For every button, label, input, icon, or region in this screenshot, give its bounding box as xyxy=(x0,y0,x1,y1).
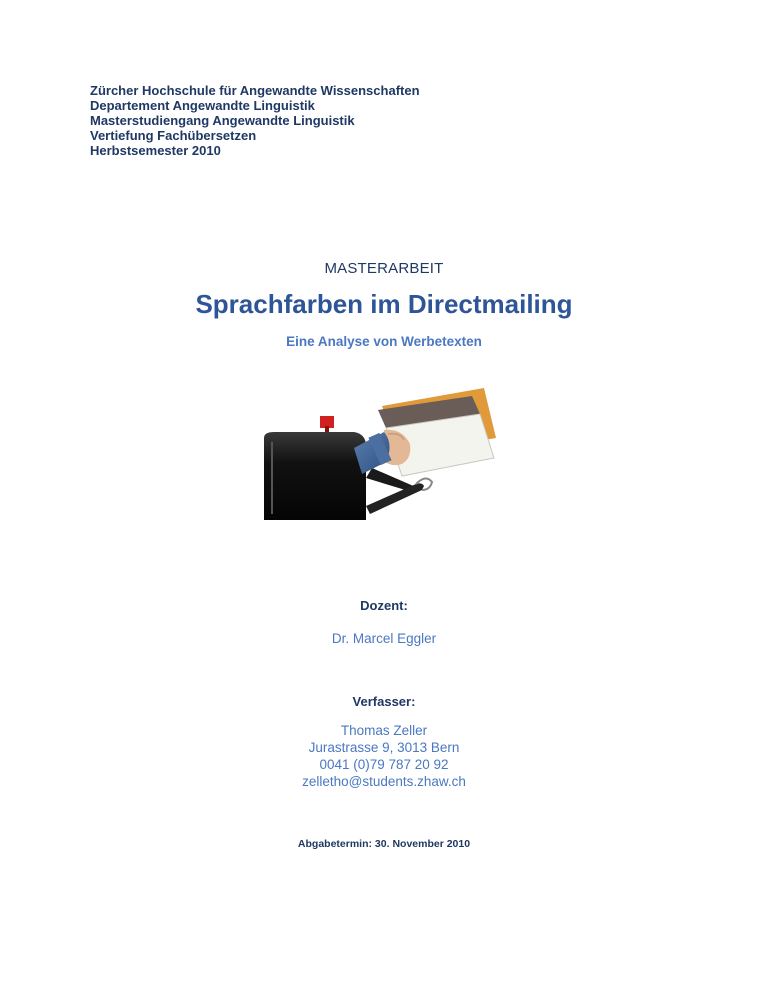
submission-deadline: Abgabetermin: 30. November 2010 xyxy=(297,838,471,850)
document-title: Sprachfarben im Directmailing xyxy=(195,289,573,319)
author-email: zelletho@students.zhaw.ch xyxy=(302,774,466,789)
mailbox-door xyxy=(366,483,424,514)
author-phone: 0041 (0)79 787 20 92 xyxy=(319,757,449,772)
author-name: Thomas Zeller xyxy=(340,723,428,738)
university-name: Zürcher Hochschule für Angewandte Wissenschaften xyxy=(90,83,420,98)
mailbox-body xyxy=(264,432,366,520)
document-type: MASTERARBEIT xyxy=(324,260,444,277)
degree-program: Masterstudiengang Angewandte Linguistik xyxy=(90,113,355,128)
department-name: Departement Angewandte Linguistik xyxy=(90,98,315,113)
author-label: Verfasser: xyxy=(352,694,416,709)
semester: Herbstsemester 2010 xyxy=(90,143,221,158)
author-address: Jurastrasse 9, 3013 Bern xyxy=(308,740,460,755)
mailbox-hand-letters-image xyxy=(262,388,507,528)
supervisor-name: Dr. Marcel Eggler xyxy=(331,631,437,646)
supervisor-label: Dozent: xyxy=(360,598,408,613)
document-subtitle: Eine Analyse von Werbetexten xyxy=(286,334,482,349)
specialization: Vertiefung Fachübersetzen xyxy=(90,128,257,143)
institution-header xyxy=(90,83,590,158)
